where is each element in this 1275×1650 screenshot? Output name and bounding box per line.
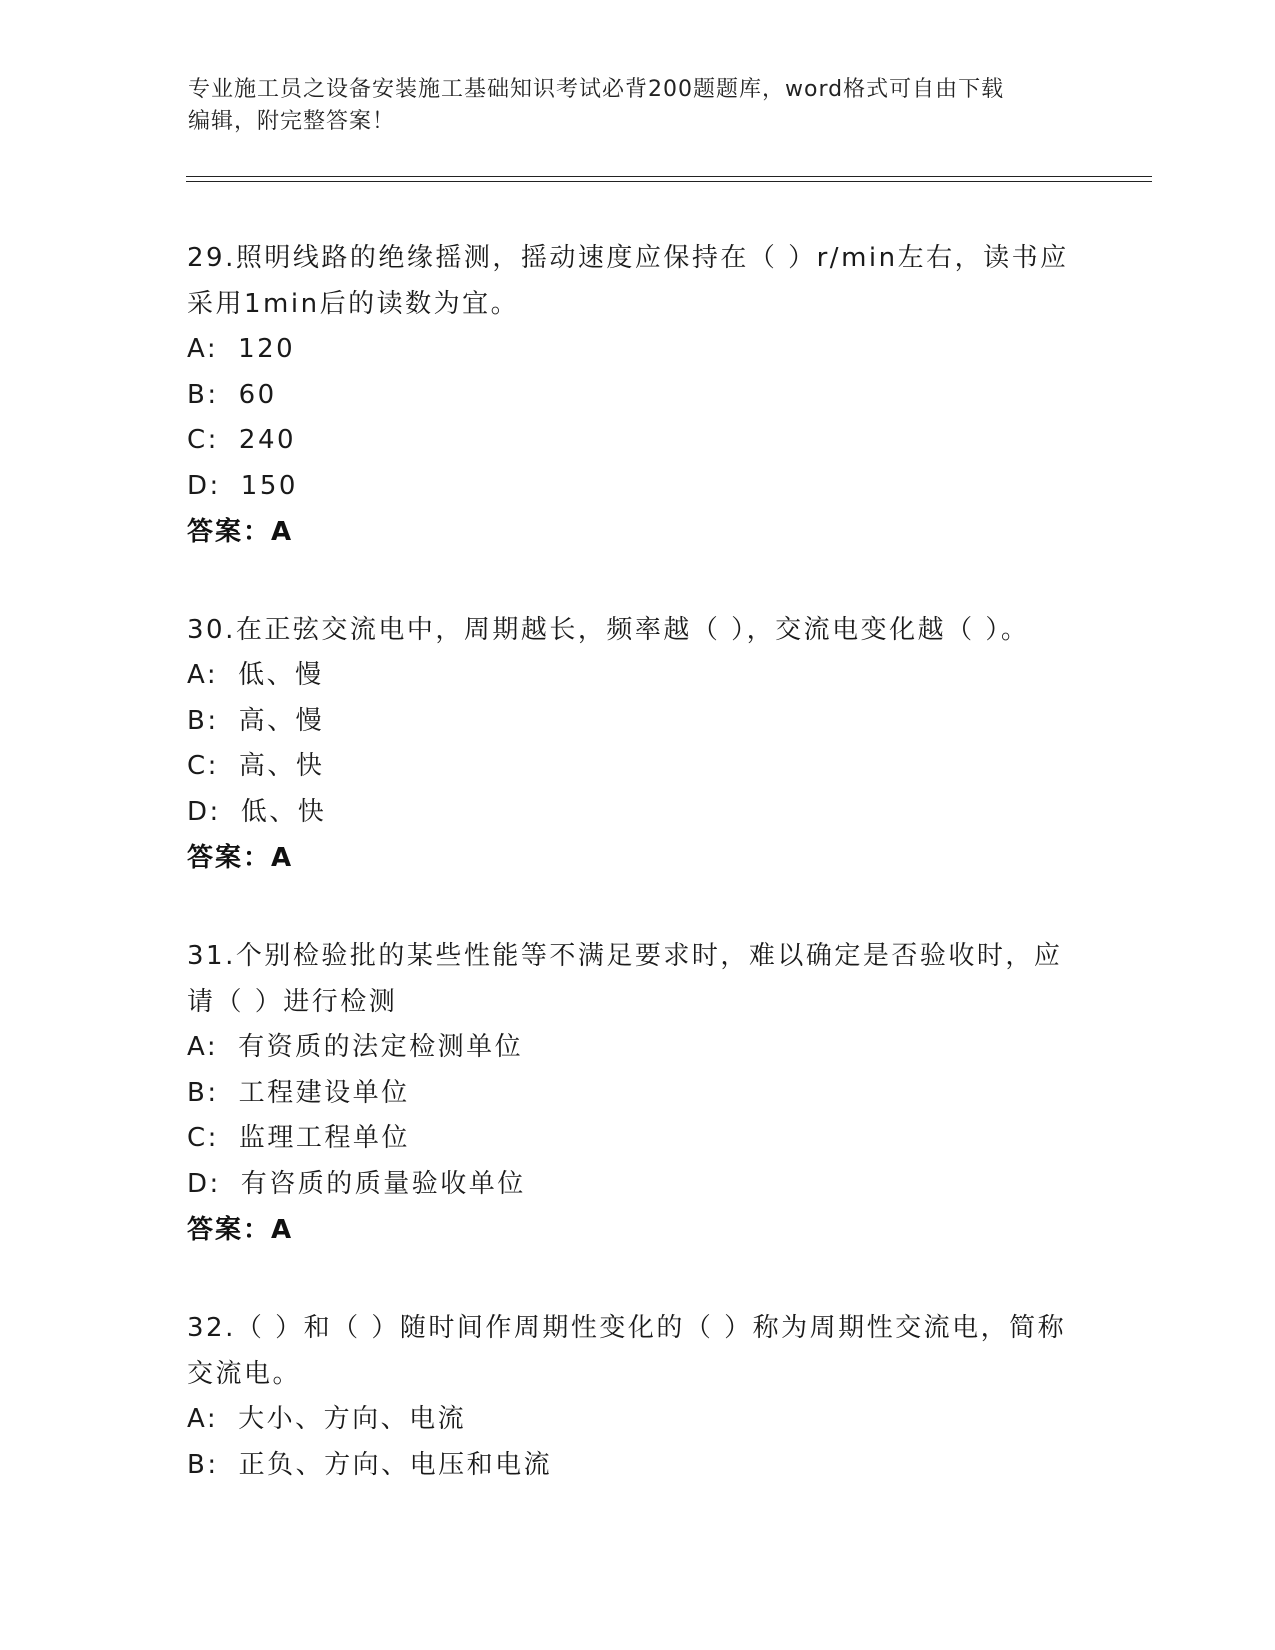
option-a [187, 653, 1087, 699]
option-letter: B: [187, 1449, 219, 1480]
question-text: 32.（ ）和（ ）随时间作周期性变化的（ ）称为周期性交流电，简称交流电。 [187, 1313, 1067, 1389]
option-text: 240 [238, 425, 297, 455]
option-text: 有资质的法定检测单位 [238, 1032, 524, 1062]
option-letter: A: [187, 1032, 219, 1062]
answer-label: 答案：A [187, 1215, 294, 1245]
option-text: 正负、方向、电压和电流 [238, 1449, 553, 1480]
header-divider-top [186, 176, 1152, 177]
option-d [187, 790, 1087, 836]
question-text: 29.照明线路的绝缘摇测，摇动速度应保持在（ ）r/min左右，读书应采用1min后的读数为宜。 [187, 243, 1069, 319]
option-d [187, 464, 1087, 510]
option-a [187, 327, 1087, 373]
option-d [187, 1162, 1087, 1208]
option-a [187, 1025, 1087, 1071]
question-29 [187, 235, 1087, 555]
option-letter: A: [187, 1404, 219, 1434]
option-b [187, 1071, 1087, 1117]
option-letter: D: [187, 796, 221, 827]
option-letter: C: [187, 425, 219, 455]
option-letter: C: [187, 1123, 219, 1153]
option-b [187, 699, 1087, 745]
option-letter: C: [187, 751, 219, 781]
answer-label: 答案：A [187, 517, 294, 547]
header-line-2: 编辑，附完整答案！ [188, 109, 396, 134]
question-list [187, 235, 1087, 1540]
question-30 [187, 607, 1087, 881]
option-text: 高、慢 [238, 705, 325, 736]
question-text: 30.在正弦交流电中，周期越长，频率越（ ），交流电变化越（ ）。 [187, 615, 1030, 645]
option-letter: B: [187, 1077, 219, 1108]
option-c [187, 1116, 1087, 1162]
option-letter: B: [187, 379, 219, 410]
option-letter: D: [187, 470, 221, 501]
option-letter: A: [187, 660, 219, 690]
header-divider-bottom [186, 181, 1152, 182]
option-b [187, 1443, 1087, 1489]
option-text: 120 [238, 334, 296, 364]
option-c [187, 418, 1087, 464]
option-text: 大小、方向、电流 [238, 1404, 467, 1434]
option-text: 工程建设单位 [238, 1077, 410, 1108]
question-32 [187, 1305, 1087, 1488]
option-c [187, 744, 1087, 790]
header-line-1: 专业施工员之设备安装施工基础知识考试必背200题题库，word格式可自由下载 [188, 77, 1005, 102]
question-text: 31.个别检验批的某些性能等不满足要求时，难以确定是否验收时，应请（ ）进行检测 [187, 941, 1063, 1017]
option-text: 高、快 [238, 751, 325, 781]
option-b [187, 373, 1087, 419]
option-text: 低、慢 [238, 660, 324, 690]
option-a [187, 1397, 1087, 1443]
option-text: 有咨质的质量验收单位 [240, 1168, 526, 1199]
option-text: 60 [238, 379, 277, 410]
question-31 [187, 933, 1087, 1253]
document-header [188, 74, 1088, 138]
answer-label: 答案：A [187, 843, 294, 873]
option-letter: A: [187, 334, 219, 364]
option-letter: B: [187, 705, 219, 736]
option-text: 低、快 [240, 796, 327, 827]
option-letter: D: [187, 1168, 221, 1199]
option-text: 150 [240, 470, 298, 501]
option-text: 监理工程单位 [238, 1123, 410, 1153]
